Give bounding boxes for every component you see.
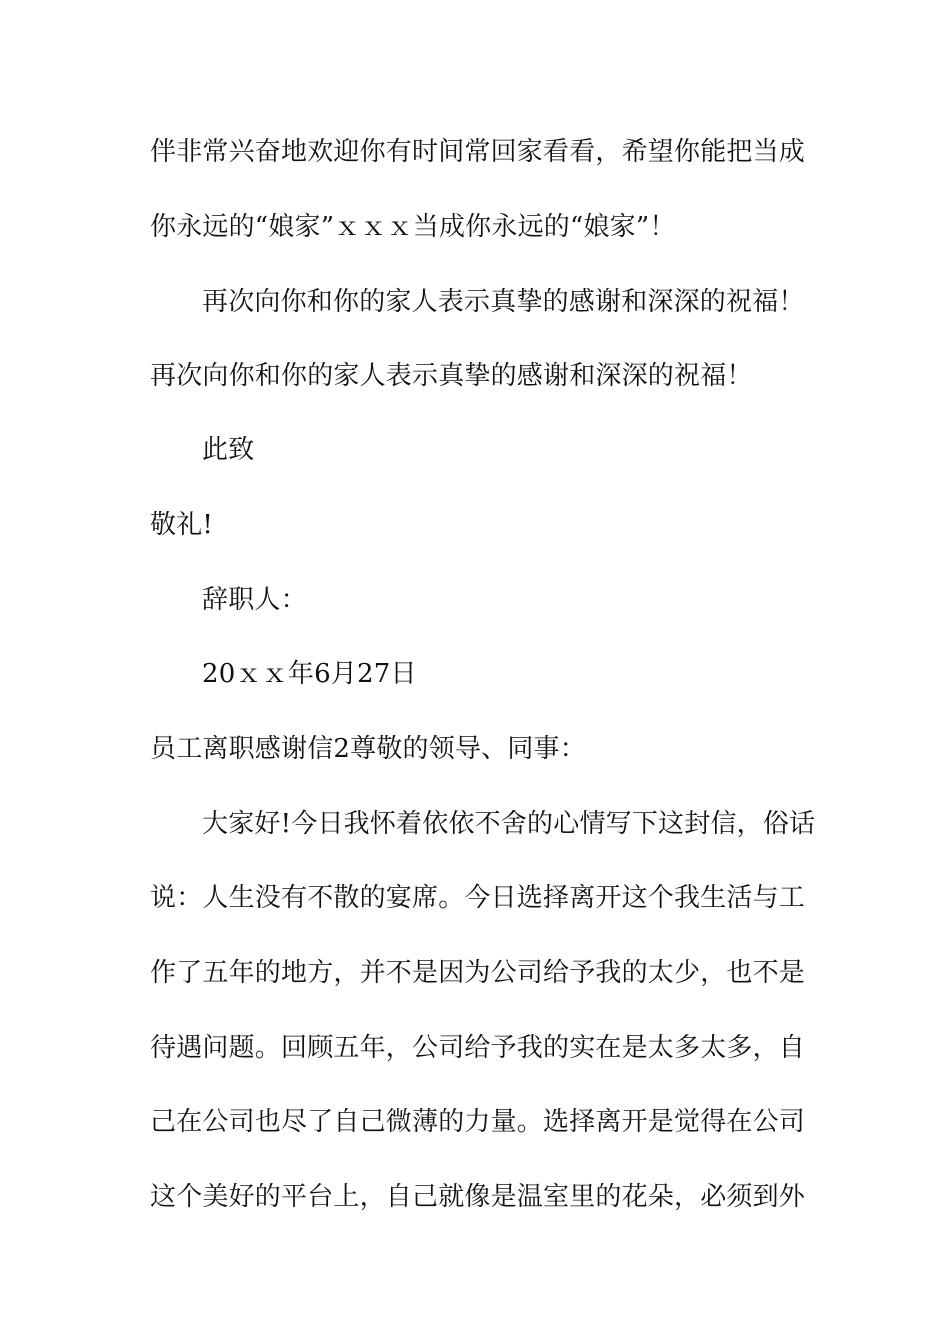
body-text-line: 己在公司也尽了自己微薄的力量。选择离开是觉得在公司 [150,1107,806,1137]
signature-label: 辞职人： [202,585,307,615]
paragraph-line: 再次向你和你的家人表示真挚的感谢和深深的祝福！ [202,287,805,317]
paragraph-line: 大家好!今日我怀着依依不舍的心情写下这封信，俗话 [202,809,816,839]
letter-date: 20ｘｘ年6月27日 [202,659,417,689]
section-heading: 员工离职感谢信2尊敬的领导、同事： [150,734,586,764]
closing-salutation: 此致 [202,435,255,465]
body-text-line: 说：人生没有不散的宴席。今日选择离开这个我生活与工 [150,883,806,913]
body-text-line: 伴非常兴奋地欢迎你有时间常回家看看，希望你能把当成 [150,137,806,167]
body-text-line: 这个美好的平台上，自己就像是温室里的花朵，必须到外 [150,1182,806,1212]
body-text-line: 你永远的“娘家”ｘｘｘ当成你永远的“娘家”！ [150,212,676,242]
body-text-line: 再次向你和你的家人表示真挚的感谢和深深的祝福！ [150,361,753,391]
closing-regards: 敬礼! [150,510,214,540]
body-text-line: 作了五年的地方，并不是因为公司给予我的太少，也不是 [150,958,806,988]
body-text-line: 待遇问题。回顾五年，公司给予我的实在是太多太多，自 [150,1033,806,1063]
